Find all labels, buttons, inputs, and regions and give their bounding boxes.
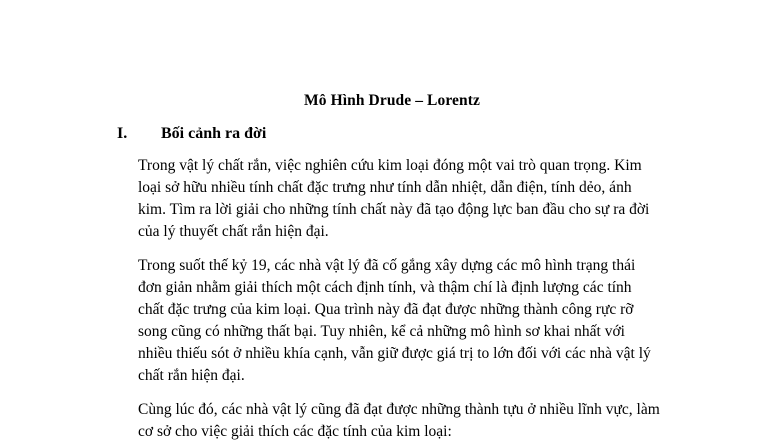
paragraph-line: nhiều thiếu sót ở nhiều khía cạnh, vẫn giữ được giá trị to lớn đối với các nhà vật lý <box>138 345 651 362</box>
section-heading <box>117 123 266 145</box>
paragraph-line: Trong suốt thế kỷ 19, các nhà vật lý đã cố gắng xây dựng các mô hình trạng thái <box>138 257 636 274</box>
paragraph-line: loại sở hữu nhiều tính chất đặc trưng như tính dẫn nhiệt, dẫn điện, tính dẻo, ánh <box>138 179 632 196</box>
section-heading-text: Bối cảnh ra đời <box>161 125 267 142</box>
paragraph-line: kim. Tìm ra lời giải cho những tính chất này đã tạo động lực ban đầu cho sự ra đời <box>138 201 650 218</box>
paragraph-3 <box>138 399 678 441</box>
paragraph-line: của lý thuyết chất rắn hiện đại. <box>138 223 329 240</box>
paragraph-line: đơn giản nhằm giải thích một cách định tính, và thậm chí là định lượng các tính <box>138 279 632 296</box>
document-title: Mô Hình Drude – Lorentz <box>304 92 480 109</box>
paragraph-line: chất rắn hiện đại. <box>138 367 245 384</box>
paragraph-line: Trong vật lý chất rắn, việc nghiên cứu kim loại đóng một vai trò quan trọng. Kim <box>138 157 642 174</box>
section-number: I. <box>117 125 128 142</box>
paragraph-2 <box>138 255 678 387</box>
paragraph-line: Cùng lúc đó, các nhà vật lý cũng đã đạt được những thành tựu ở nhiều lĩnh vực, làm <box>138 401 660 418</box>
paragraph-line: song cũng có những thất bại. Tuy nhiên, kể cả những mô hình sơ khai nhất với <box>138 323 625 340</box>
paragraph-line: chất đặc trưng của kim loại. Qua trình này đã đạt được những thành công rực rỡ <box>138 301 634 318</box>
paragraph-1 <box>138 155 678 243</box>
paragraph-line: cơ sở cho việc giải thích các đặc tính của kim loại: <box>138 423 452 440</box>
